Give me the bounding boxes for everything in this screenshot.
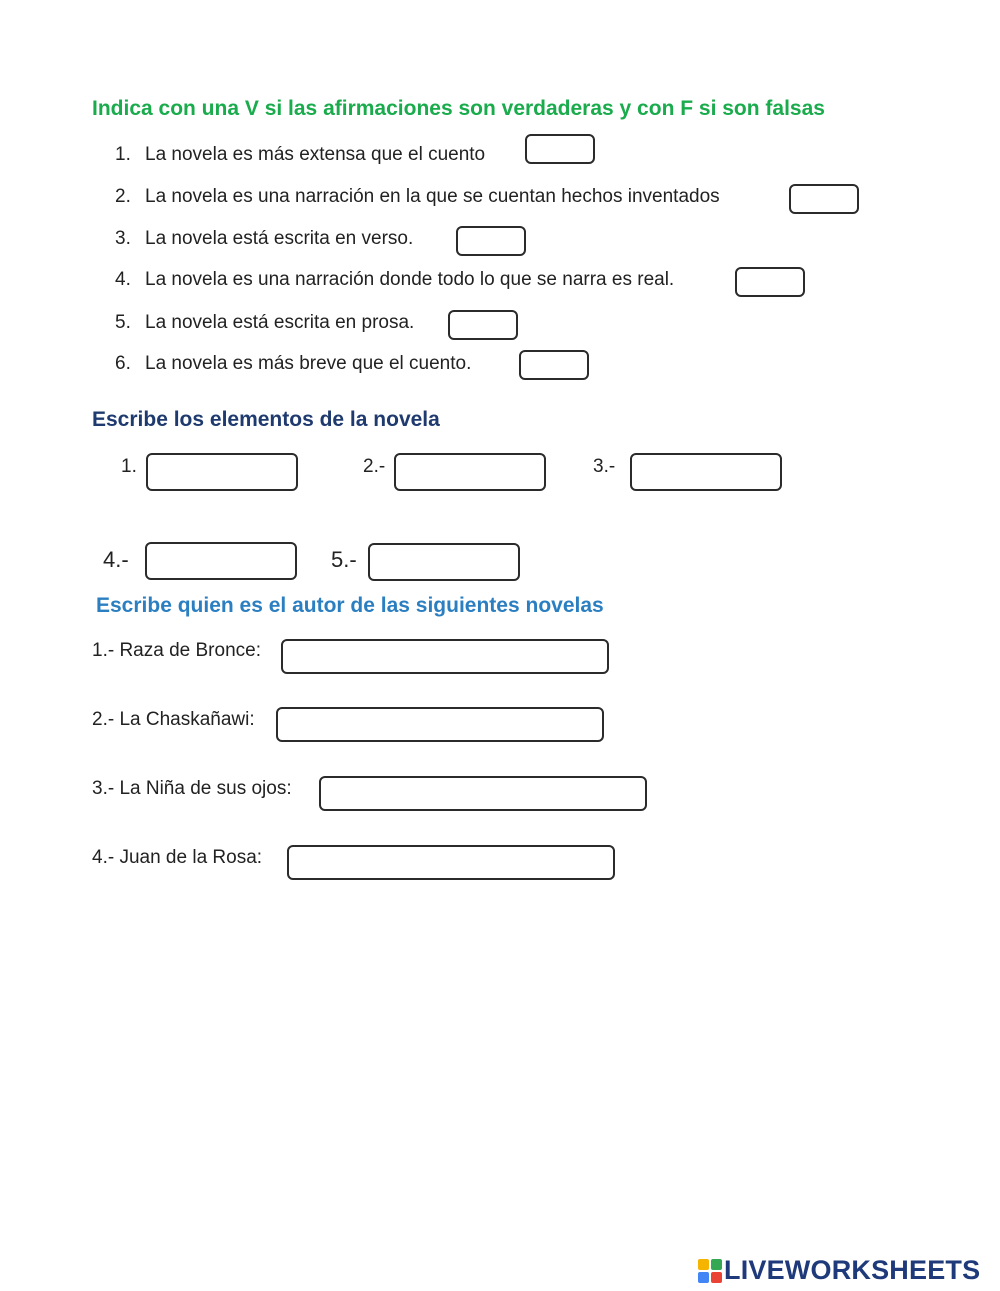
novel-1-author-answer[interactable] — [281, 639, 609, 674]
element-5-number: 5.- — [331, 547, 357, 572]
statement-1-answer[interactable] — [525, 134, 595, 164]
section3-title: Escribe quien es el autor de las siguientes novelas — [96, 594, 604, 617]
statement-2-number: 2. — [115, 186, 131, 207]
statement-6-answer[interactable] — [519, 350, 589, 380]
liveworksheets-logo — [698, 1255, 980, 1286]
element-2-answer[interactable] — [394, 453, 546, 491]
element-5-answer[interactable] — [368, 543, 520, 581]
novel-3-author-answer[interactable] — [319, 776, 647, 811]
statement-4-text: La novela es una narración donde todo lo que se narra es real. — [145, 269, 675, 290]
element-3-answer[interactable] — [630, 453, 782, 491]
novel-1-label: 1.- Raza de Bronce: — [92, 640, 261, 661]
element-4-answer[interactable] — [145, 542, 297, 580]
statement-4-number: 4. — [115, 269, 131, 290]
statement-5-answer[interactable] — [448, 310, 518, 340]
novel-2-author-answer[interactable] — [276, 707, 604, 742]
section2-title: Escribe los elementos de la novela — [92, 408, 440, 431]
statement-6-text: La novela es más breve que el cuento. — [145, 353, 472, 374]
statement-2-answer[interactable] — [789, 184, 859, 214]
novel-2-label: 2.- La Chaskañawi: — [92, 709, 255, 730]
statement-3-answer[interactable] — [456, 226, 526, 256]
statement-5-text: La novela está escrita en prosa. — [145, 312, 415, 333]
element-4-number: 4.- — [103, 547, 129, 572]
statement-3-text: La novela está escrita en verso. — [145, 228, 414, 249]
novel-4-author-answer[interactable] — [287, 845, 615, 880]
statement-6-number: 6. — [115, 353, 131, 374]
statement-2-text: La novela es una narración en la que se cuentan hechos inventados — [145, 186, 720, 207]
liveworksheets-logo-text: LIVEWORKSHEETS — [724, 1255, 981, 1285]
section1-title: Indica con una V si las afirmaciones son verdaderas y con F si son falsas — [92, 97, 825, 120]
liveworksheets-logo-icon — [698, 1259, 722, 1283]
element-1-number: 1. — [121, 456, 137, 477]
statement-5-number: 5. — [115, 312, 131, 333]
statement-3-number: 3. — [115, 228, 131, 249]
statement-1-number: 1. — [115, 144, 131, 165]
novel-3-label: 3.- La Niña de sus ojos: — [92, 778, 292, 799]
novel-4-label: 4.- Juan de la Rosa: — [92, 847, 263, 868]
element-2-number: 2.- — [363, 456, 386, 477]
statement-4-answer[interactable] — [735, 267, 805, 297]
statement-1-text: La novela es más extensa que el cuento — [145, 144, 486, 165]
element-3-number: 3.- — [593, 456, 616, 477]
element-1-answer[interactable] — [146, 453, 298, 491]
